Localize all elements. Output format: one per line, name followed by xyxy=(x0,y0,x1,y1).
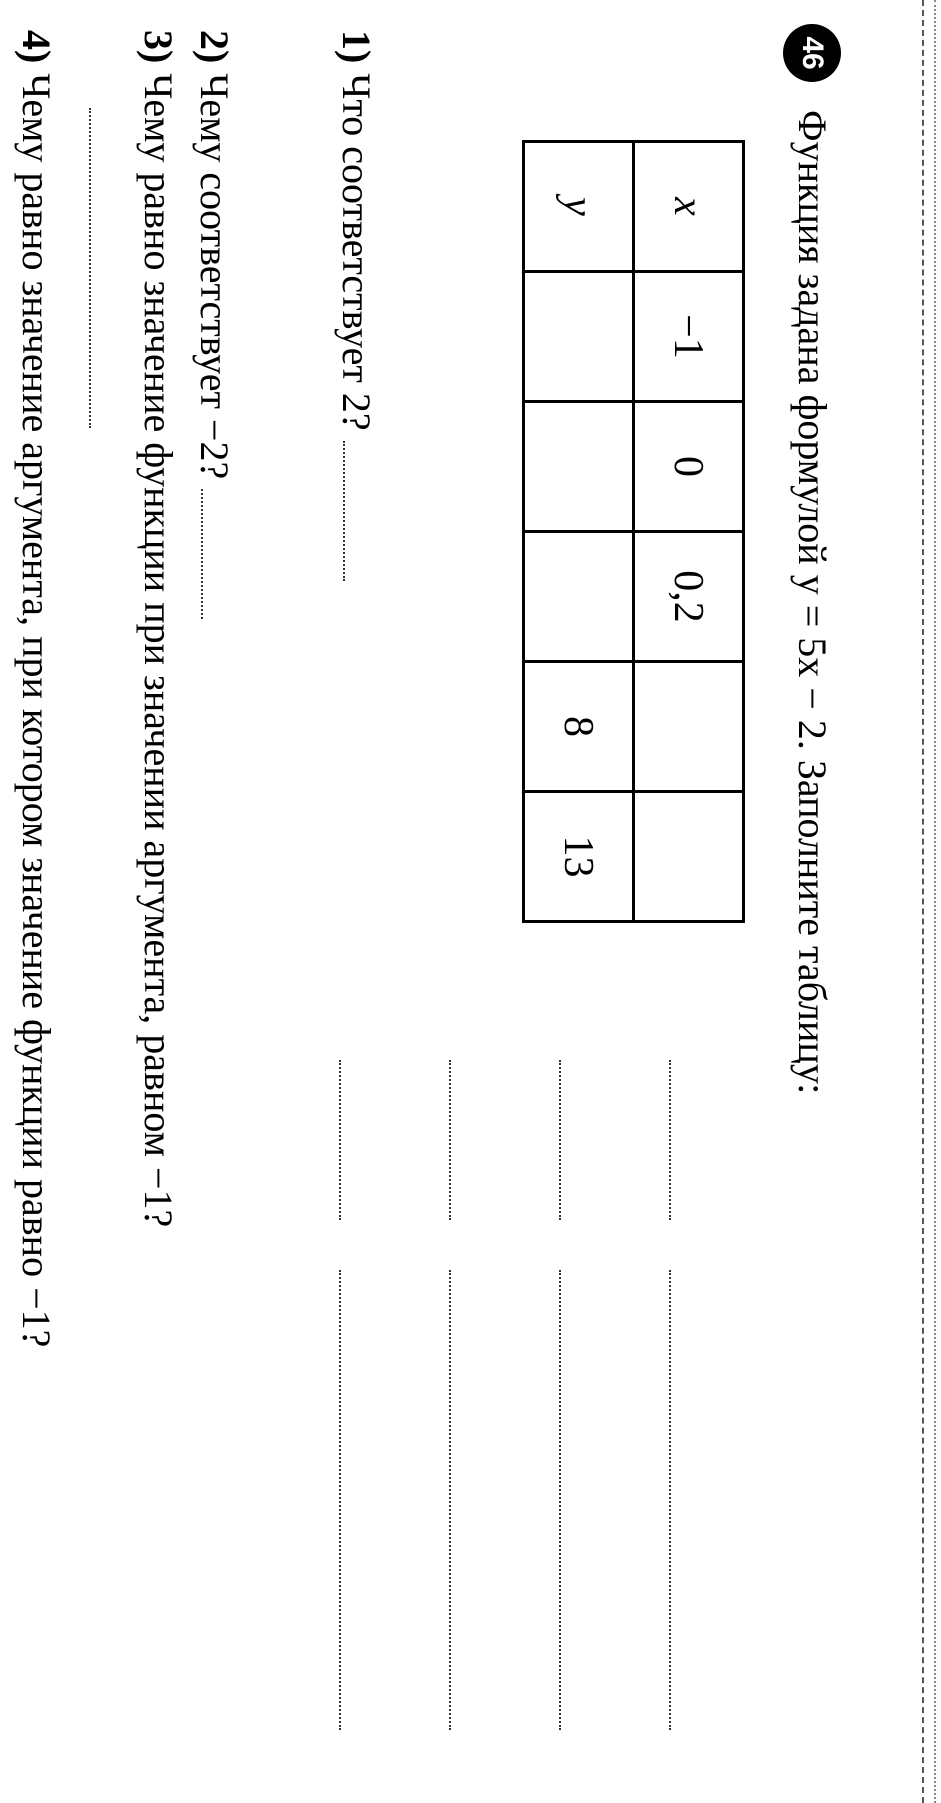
answer-line[interactable] xyxy=(669,1060,671,1220)
question-number: 1) xyxy=(334,30,379,64)
question-2 xyxy=(191,30,237,619)
table-cell-blank[interactable] xyxy=(634,662,744,792)
table-cell: −1 xyxy=(634,272,744,402)
answer-blank[interactable] xyxy=(201,489,235,619)
question-text: Чему равно значение функции при значении аргумента, равном −1? xyxy=(136,73,181,1228)
answer-line[interactable] xyxy=(559,1060,561,1220)
task-statement: Функция задана формулой y = 5x − 2. Заполните таблицу: xyxy=(790,110,835,1095)
table-header-y: y xyxy=(524,142,634,272)
table-cell: 0 xyxy=(634,402,744,532)
table-cell: 8 xyxy=(524,662,634,792)
answer-line[interactable] xyxy=(449,1270,451,1730)
table-cell: 13 xyxy=(524,792,634,922)
table-header-x: x xyxy=(634,142,744,272)
answer-line[interactable] xyxy=(449,1060,451,1220)
answer-line[interactable] xyxy=(339,1270,341,1730)
question-3 xyxy=(135,30,181,1227)
function-value-table xyxy=(522,140,745,923)
table-cell: 0,2 xyxy=(634,532,744,662)
question-text: Чему соответствует −2? xyxy=(192,73,237,480)
question-text: Что соответствует 2? xyxy=(334,73,379,431)
answer-line[interactable] xyxy=(89,108,91,428)
table-cell-blank[interactable] xyxy=(524,532,634,662)
question-4 xyxy=(13,30,59,1347)
answer-blank[interactable] xyxy=(343,441,377,581)
table-row-y xyxy=(524,142,634,922)
table-row-x xyxy=(634,142,744,922)
table-cell-blank[interactable] xyxy=(524,402,634,532)
question-1 xyxy=(333,30,379,581)
answer-line[interactable] xyxy=(559,1270,561,1730)
task-number-badge: 46 xyxy=(783,24,841,82)
question-number: 3) xyxy=(136,30,181,64)
question-text: Чему равно значение аргумента, при котором значение функции равно −1? xyxy=(14,73,59,1348)
table-cell-blank[interactable] xyxy=(634,792,744,922)
table-cell-blank[interactable] xyxy=(524,272,634,402)
answer-line[interactable] xyxy=(669,1270,671,1730)
question-number: 2) xyxy=(192,30,237,64)
question-number: 4) xyxy=(14,30,59,64)
answer-line[interactable] xyxy=(339,1060,341,1220)
